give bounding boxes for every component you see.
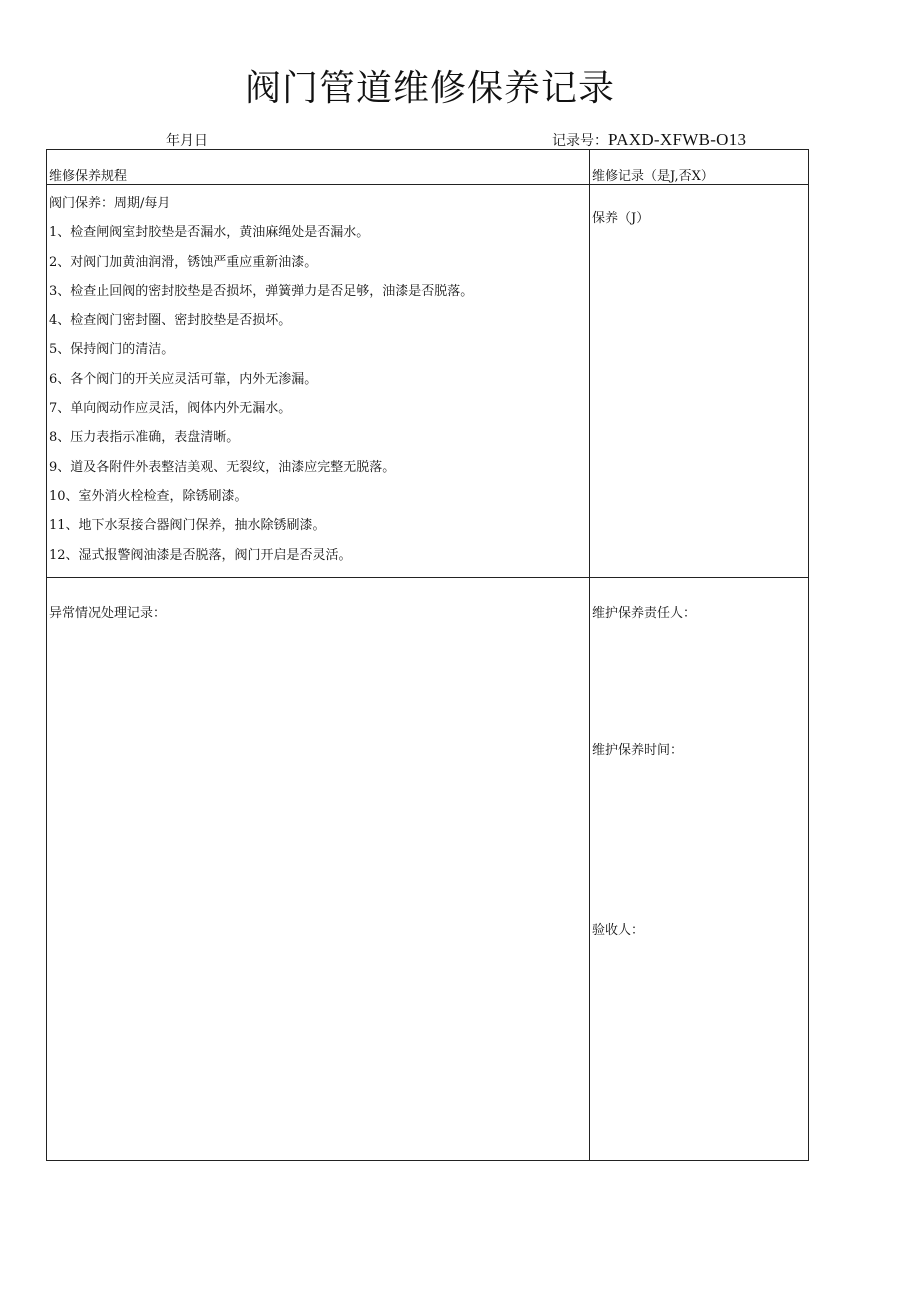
page-title: 阀门管道维修保养记录 [244, 68, 615, 109]
procedure-item: 9、道及各附件外表整洁美观、无裂纹，油漆应完整无脱落。 [49, 459, 396, 475]
abnormal-record-label: 异常情况处理记录： [49, 606, 167, 621]
procedure-cycle: 阀门保养：周期/每月 [49, 196, 171, 211]
procedure-item: 6、各个阀门的开关应灵活可靠，内外无渗漏。 [49, 371, 318, 387]
responsible-person-label: 维护保养责任人： [592, 606, 697, 621]
record-number-value: PAXD-XFWB-O13 [608, 130, 747, 149]
column-divider [589, 150, 590, 1160]
procedures-header: 维修保养规程 [49, 169, 128, 184]
acceptor-label: 验收人： [592, 923, 645, 938]
procedure-item: 7、单向阀动作应灵活，阀体内外无漏水。 [49, 401, 292, 417]
maintenance-record-table [46, 149, 809, 1161]
section-divider [47, 577, 808, 578]
maintenance-check-label: 保养（J） [592, 211, 650, 226]
procedure-item: 11、地下水泵接合器阀门保养，抽水除锈刷漆。 [49, 518, 326, 534]
procedure-item: 12、湿式报警阀油漆是否脱落，阀门开启是否灵活。 [49, 547, 352, 563]
procedure-item: 3、检查止回阀的密封胶垫是否损坏，弹簧弹力是否足够，油漆是否脱落。 [49, 283, 474, 299]
record-header: 维修记录（是J,否X） [592, 169, 714, 184]
date-label: 年月日 [166, 133, 208, 149]
procedure-item: 10、室外消火栓检查，除锈刷漆。 [49, 488, 248, 504]
procedure-item: 2、对阀门加黄油润滑，锈蚀严重应重新油漆。 [49, 254, 318, 270]
header-divider [47, 184, 808, 185]
record-number-label: 记录号： [552, 133, 608, 149]
procedure-item: 4、检查阀门密封圈、密封胶垫是否损坏。 [49, 313, 292, 329]
procedure-item: 1、检查闸阀室封胶垫是否漏水，黄油麻绳处是否漏水。 [49, 225, 370, 241]
maintenance-time-label: 维护保养时间： [592, 743, 684, 758]
procedure-item: 8、压力表指示准确，表盘清晰。 [49, 430, 240, 446]
procedure-list [49, 194, 473, 575]
record-number [552, 130, 746, 150]
procedure-item: 5、保持阀门的清洁。 [49, 342, 175, 358]
